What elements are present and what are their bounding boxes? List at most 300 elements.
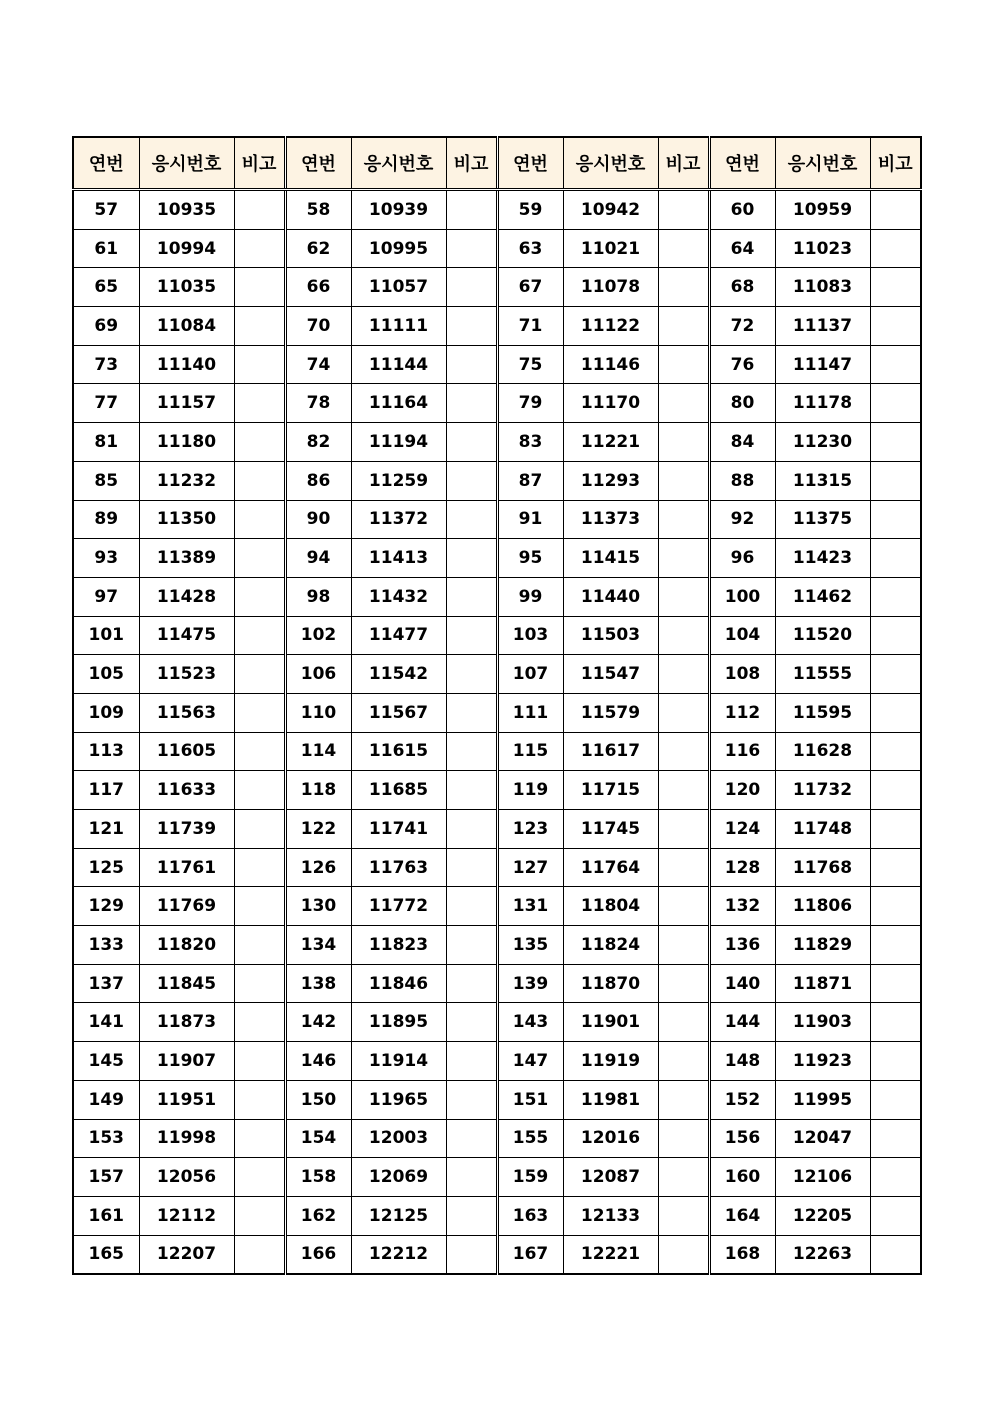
exam-number-cell: 11923 — [775, 1042, 870, 1081]
remark-cell — [234, 1235, 285, 1274]
exam-number-cell: 12003 — [351, 1119, 446, 1158]
remark-cell — [446, 771, 497, 810]
exam-number-cell: 11633 — [139, 771, 234, 810]
seq-cell: 154 — [285, 1119, 351, 1158]
table-row — [73, 345, 921, 384]
exam-number-cell: 11715 — [563, 771, 658, 810]
seq-cell: 88 — [709, 461, 775, 500]
remark-cell — [446, 461, 497, 500]
remark-cell — [870, 384, 921, 423]
seq-cell: 108 — [709, 655, 775, 694]
exam-number-cell: 11871 — [775, 964, 870, 1003]
exam-number-cell: 11998 — [139, 1119, 234, 1158]
remark-cell — [658, 732, 709, 771]
seq-cell: 136 — [709, 926, 775, 965]
exam-number-cell: 11769 — [139, 887, 234, 926]
exam-number-cell: 11768 — [775, 848, 870, 887]
exam-number-cell: 11605 — [139, 732, 234, 771]
remark-cell — [658, 345, 709, 384]
remark-cell — [870, 1158, 921, 1197]
header-exam-number: 응시번호 — [351, 137, 446, 190]
remark-cell — [234, 693, 285, 732]
exam-number-cell: 11078 — [563, 268, 658, 307]
remark-cell — [658, 229, 709, 268]
exam-number-cell: 11140 — [139, 345, 234, 384]
remark-cell — [658, 423, 709, 462]
exam-number-cell: 11389 — [139, 539, 234, 578]
table-row — [73, 887, 921, 926]
table-row — [73, 848, 921, 887]
header-remark: 비고 — [446, 137, 497, 190]
seq-cell: 126 — [285, 848, 351, 887]
seq-cell: 124 — [709, 810, 775, 849]
exam-number-cell: 11903 — [775, 1003, 870, 1042]
seq-cell: 146 — [285, 1042, 351, 1081]
exam-number-cell: 10995 — [351, 229, 446, 268]
table-row — [73, 461, 921, 500]
exam-number-cell: 11350 — [139, 500, 234, 539]
remark-cell — [234, 810, 285, 849]
remark-cell — [658, 384, 709, 423]
remark-cell — [234, 1119, 285, 1158]
remark-cell — [234, 268, 285, 307]
seq-cell: 149 — [73, 1080, 139, 1119]
header-seq: 연번 — [285, 137, 351, 190]
remark-cell — [234, 229, 285, 268]
exam-number-cell: 11804 — [563, 887, 658, 926]
seq-cell: 116 — [709, 732, 775, 771]
seq-cell: 153 — [73, 1119, 139, 1158]
remark-cell — [446, 345, 497, 384]
remark-cell — [658, 693, 709, 732]
seq-cell: 60 — [709, 190, 775, 230]
exam-number-cell: 11901 — [563, 1003, 658, 1042]
remark-cell — [870, 693, 921, 732]
remark-cell — [658, 1119, 709, 1158]
seq-cell: 68 — [709, 268, 775, 307]
seq-cell: 135 — [497, 926, 563, 965]
remark-cell — [870, 964, 921, 1003]
exam-number-cell: 12016 — [563, 1119, 658, 1158]
seq-cell: 103 — [497, 616, 563, 655]
exam-number-cell: 11057 — [351, 268, 446, 307]
seq-cell: 67 — [497, 268, 563, 307]
seq-cell: 61 — [73, 229, 139, 268]
remark-cell — [658, 307, 709, 346]
header-seq: 연번 — [709, 137, 775, 190]
remark-cell — [658, 1042, 709, 1081]
table-row — [73, 964, 921, 1003]
seq-cell: 164 — [709, 1196, 775, 1235]
exam-number-cell: 11739 — [139, 810, 234, 849]
exam-number-cell: 11178 — [775, 384, 870, 423]
seq-cell: 73 — [73, 345, 139, 384]
seq-cell: 64 — [709, 229, 775, 268]
exam-number-cell: 11907 — [139, 1042, 234, 1081]
remark-cell — [446, 307, 497, 346]
exam-number-cell: 11164 — [351, 384, 446, 423]
exam-number-cell: 12106 — [775, 1158, 870, 1197]
remark-cell — [870, 500, 921, 539]
seq-cell: 161 — [73, 1196, 139, 1235]
seq-cell: 131 — [497, 887, 563, 926]
remark-cell — [446, 693, 497, 732]
exam-number-cell: 11615 — [351, 732, 446, 771]
seq-cell: 109 — [73, 693, 139, 732]
remark-cell — [870, 732, 921, 771]
exam-number-cell: 12207 — [139, 1235, 234, 1274]
exam-number-cell: 11617 — [563, 732, 658, 771]
remark-cell — [234, 423, 285, 462]
exam-number-cell: 11995 — [775, 1080, 870, 1119]
seq-cell: 147 — [497, 1042, 563, 1081]
header-seq: 연번 — [497, 137, 563, 190]
table-row — [73, 1119, 921, 1158]
roster-table — [72, 136, 922, 1275]
remark-cell — [658, 1080, 709, 1119]
seq-cell: 105 — [73, 655, 139, 694]
remark-cell — [234, 616, 285, 655]
seq-cell: 167 — [497, 1235, 563, 1274]
seq-cell: 57 — [73, 190, 139, 230]
seq-cell: 130 — [285, 887, 351, 926]
exam-number-cell: 11111 — [351, 307, 446, 346]
seq-cell: 72 — [709, 307, 775, 346]
exam-number-cell: 11763 — [351, 848, 446, 887]
exam-number-cell: 11146 — [563, 345, 658, 384]
remark-cell — [870, 655, 921, 694]
seq-cell: 71 — [497, 307, 563, 346]
exam-number-cell: 11083 — [775, 268, 870, 307]
seq-cell: 98 — [285, 577, 351, 616]
remark-cell — [658, 616, 709, 655]
exam-number-cell: 10939 — [351, 190, 446, 230]
seq-cell: 110 — [285, 693, 351, 732]
seq-cell: 75 — [497, 345, 563, 384]
remark-cell — [234, 1080, 285, 1119]
seq-cell: 95 — [497, 539, 563, 578]
exam-number-cell: 11432 — [351, 577, 446, 616]
table-row — [73, 577, 921, 616]
exam-number-cell: 11023 — [775, 229, 870, 268]
exam-number-cell: 12047 — [775, 1119, 870, 1158]
exam-number-cell: 11375 — [775, 500, 870, 539]
remark-cell — [234, 500, 285, 539]
remark-cell — [658, 1235, 709, 1274]
remark-cell — [658, 771, 709, 810]
remark-cell — [870, 190, 921, 230]
remark-cell — [658, 1158, 709, 1197]
exam-number-cell: 11475 — [139, 616, 234, 655]
remark-cell — [234, 887, 285, 926]
exam-number-cell: 11035 — [139, 268, 234, 307]
remark-cell — [446, 423, 497, 462]
remark-cell — [658, 655, 709, 694]
table-body — [73, 190, 921, 1275]
exam-number-cell: 11462 — [775, 577, 870, 616]
exam-number-cell: 11520 — [775, 616, 870, 655]
seq-cell: 78 — [285, 384, 351, 423]
exam-number-cell: 11745 — [563, 810, 658, 849]
seq-cell: 168 — [709, 1235, 775, 1274]
seq-cell: 138 — [285, 964, 351, 1003]
exam-number-cell: 12221 — [563, 1235, 658, 1274]
remark-cell — [870, 307, 921, 346]
remark-cell — [234, 461, 285, 500]
seq-cell: 107 — [497, 655, 563, 694]
seq-cell: 139 — [497, 964, 563, 1003]
remark-cell — [446, 1235, 497, 1274]
remark-cell — [446, 926, 497, 965]
exam-number-cell: 11144 — [351, 345, 446, 384]
exam-number-cell: 11259 — [351, 461, 446, 500]
seq-cell: 114 — [285, 732, 351, 771]
remark-cell — [658, 577, 709, 616]
seq-cell: 100 — [709, 577, 775, 616]
remark-cell — [870, 771, 921, 810]
exam-number-cell: 11372 — [351, 500, 446, 539]
table-row — [73, 307, 921, 346]
exam-number-cell: 11764 — [563, 848, 658, 887]
remark-cell — [658, 848, 709, 887]
remark-cell — [234, 964, 285, 1003]
seq-cell: 119 — [497, 771, 563, 810]
exam-number-cell: 10942 — [563, 190, 658, 230]
exam-number-cell: 11845 — [139, 964, 234, 1003]
seq-cell: 142 — [285, 1003, 351, 1042]
seq-cell: 156 — [709, 1119, 775, 1158]
exam-number-cell: 11373 — [563, 500, 658, 539]
exam-number-cell: 11423 — [775, 539, 870, 578]
seq-cell: 140 — [709, 964, 775, 1003]
exam-number-cell: 11820 — [139, 926, 234, 965]
seq-cell: 144 — [709, 1003, 775, 1042]
seq-cell: 102 — [285, 616, 351, 655]
exam-number-cell: 11440 — [563, 577, 658, 616]
seq-cell: 118 — [285, 771, 351, 810]
exam-number-cell: 12212 — [351, 1235, 446, 1274]
seq-cell: 76 — [709, 345, 775, 384]
seq-cell: 155 — [497, 1119, 563, 1158]
exam-number-cell: 11147 — [775, 345, 870, 384]
seq-cell: 162 — [285, 1196, 351, 1235]
remark-cell — [658, 1003, 709, 1042]
remark-cell — [870, 268, 921, 307]
table-row — [73, 1158, 921, 1197]
seq-cell: 166 — [285, 1235, 351, 1274]
seq-cell: 125 — [73, 848, 139, 887]
seq-cell: 65 — [73, 268, 139, 307]
seq-cell: 133 — [73, 926, 139, 965]
exam-number-cell: 10959 — [775, 190, 870, 230]
header-exam-number: 응시번호 — [775, 137, 870, 190]
seq-cell: 148 — [709, 1042, 775, 1081]
exam-number-cell: 11595 — [775, 693, 870, 732]
remark-cell — [234, 577, 285, 616]
remark-cell — [870, 461, 921, 500]
exam-number-cell: 11951 — [139, 1080, 234, 1119]
remark-cell — [870, 1235, 921, 1274]
remark-cell — [234, 771, 285, 810]
seq-cell: 157 — [73, 1158, 139, 1197]
exam-number-cell: 11555 — [775, 655, 870, 694]
table-row — [73, 693, 921, 732]
seq-cell: 134 — [285, 926, 351, 965]
exam-number-cell: 11732 — [775, 771, 870, 810]
seq-cell: 90 — [285, 500, 351, 539]
seq-cell: 70 — [285, 307, 351, 346]
exam-number-cell: 11772 — [351, 887, 446, 926]
remark-cell — [870, 1003, 921, 1042]
header-exam-number: 응시번호 — [139, 137, 234, 190]
exam-number-cell: 11547 — [563, 655, 658, 694]
remark-cell — [446, 616, 497, 655]
exam-number-cell: 11122 — [563, 307, 658, 346]
exam-number-cell: 11873 — [139, 1003, 234, 1042]
seq-cell: 121 — [73, 810, 139, 849]
remark-cell — [446, 1119, 497, 1158]
table-row — [73, 500, 921, 539]
exam-number-cell: 11194 — [351, 423, 446, 462]
exam-number-cell: 11413 — [351, 539, 446, 578]
header-exam-number: 응시번호 — [563, 137, 658, 190]
exam-number-cell: 11428 — [139, 577, 234, 616]
table-row — [73, 190, 921, 230]
remark-cell — [870, 1042, 921, 1081]
exam-number-cell: 10935 — [139, 190, 234, 230]
seq-cell: 63 — [497, 229, 563, 268]
seq-cell: 93 — [73, 539, 139, 578]
exam-number-cell: 12205 — [775, 1196, 870, 1235]
table-row — [73, 926, 921, 965]
seq-cell: 59 — [497, 190, 563, 230]
exam-number-cell: 11824 — [563, 926, 658, 965]
table-row — [73, 655, 921, 694]
seq-cell: 111 — [497, 693, 563, 732]
seq-cell: 123 — [497, 810, 563, 849]
exam-number-cell: 11503 — [563, 616, 658, 655]
table-row — [73, 539, 921, 578]
remark-cell — [234, 1196, 285, 1235]
remark-cell — [234, 1158, 285, 1197]
table-row — [73, 423, 921, 462]
seq-cell: 143 — [497, 1003, 563, 1042]
exam-number-cell: 11806 — [775, 887, 870, 926]
seq-cell: 122 — [285, 810, 351, 849]
seq-cell: 74 — [285, 345, 351, 384]
exam-number-cell: 12087 — [563, 1158, 658, 1197]
remark-cell — [870, 345, 921, 384]
table-row — [73, 732, 921, 771]
seq-cell: 152 — [709, 1080, 775, 1119]
remark-cell — [658, 190, 709, 230]
seq-cell: 89 — [73, 500, 139, 539]
remark-cell — [446, 539, 497, 578]
seq-cell: 77 — [73, 384, 139, 423]
seq-cell: 129 — [73, 887, 139, 926]
exam-number-cell: 11685 — [351, 771, 446, 810]
seq-cell: 163 — [497, 1196, 563, 1235]
remark-cell — [234, 307, 285, 346]
table-row — [73, 384, 921, 423]
exam-number-cell: 11170 — [563, 384, 658, 423]
header-remark: 비고 — [870, 137, 921, 190]
roster-sheet — [72, 136, 922, 1275]
seq-cell: 151 — [497, 1080, 563, 1119]
exam-number-cell: 12263 — [775, 1235, 870, 1274]
header-seq: 연번 — [73, 137, 139, 190]
seq-cell: 145 — [73, 1042, 139, 1081]
seq-cell: 96 — [709, 539, 775, 578]
remark-cell — [234, 539, 285, 578]
remark-cell — [870, 926, 921, 965]
remark-cell — [870, 577, 921, 616]
remark-cell — [870, 1119, 921, 1158]
exam-number-cell: 11567 — [351, 693, 446, 732]
remark-cell — [234, 655, 285, 694]
exam-number-cell: 11981 — [563, 1080, 658, 1119]
exam-number-cell: 11084 — [139, 307, 234, 346]
exam-number-cell: 11315 — [775, 461, 870, 500]
seq-cell: 165 — [73, 1235, 139, 1274]
remark-cell — [446, 1003, 497, 1042]
table-row — [73, 771, 921, 810]
remark-cell — [658, 887, 709, 926]
seq-cell: 159 — [497, 1158, 563, 1197]
exam-number-cell: 11415 — [563, 539, 658, 578]
remark-cell — [446, 1196, 497, 1235]
exam-number-cell: 11232 — [139, 461, 234, 500]
exam-number-cell: 11761 — [139, 848, 234, 887]
seq-cell: 106 — [285, 655, 351, 694]
seq-cell: 83 — [497, 423, 563, 462]
remark-cell — [658, 461, 709, 500]
exam-number-cell: 11579 — [563, 693, 658, 732]
exam-number-cell: 11137 — [775, 307, 870, 346]
table-row — [73, 1235, 921, 1274]
seq-cell: 66 — [285, 268, 351, 307]
remark-cell — [658, 268, 709, 307]
seq-cell: 94 — [285, 539, 351, 578]
exam-number-cell: 10994 — [139, 229, 234, 268]
remark-cell — [234, 732, 285, 771]
seq-cell: 87 — [497, 461, 563, 500]
seq-cell: 113 — [73, 732, 139, 771]
remark-cell — [658, 1196, 709, 1235]
seq-cell: 69 — [73, 307, 139, 346]
seq-cell: 117 — [73, 771, 139, 810]
seq-cell: 81 — [73, 423, 139, 462]
remark-cell — [446, 887, 497, 926]
exam-number-cell: 11477 — [351, 616, 446, 655]
remark-cell — [870, 229, 921, 268]
remark-cell — [870, 423, 921, 462]
remark-cell — [870, 848, 921, 887]
exam-number-cell: 11919 — [563, 1042, 658, 1081]
remark-cell — [446, 190, 497, 230]
seq-cell: 79 — [497, 384, 563, 423]
remark-cell — [870, 539, 921, 578]
seq-cell: 150 — [285, 1080, 351, 1119]
seq-cell: 82 — [285, 423, 351, 462]
exam-number-cell: 11823 — [351, 926, 446, 965]
seq-cell: 101 — [73, 616, 139, 655]
remark-cell — [870, 887, 921, 926]
remark-cell — [234, 190, 285, 230]
table-row — [73, 268, 921, 307]
remark-cell — [870, 1196, 921, 1235]
remark-cell — [658, 926, 709, 965]
